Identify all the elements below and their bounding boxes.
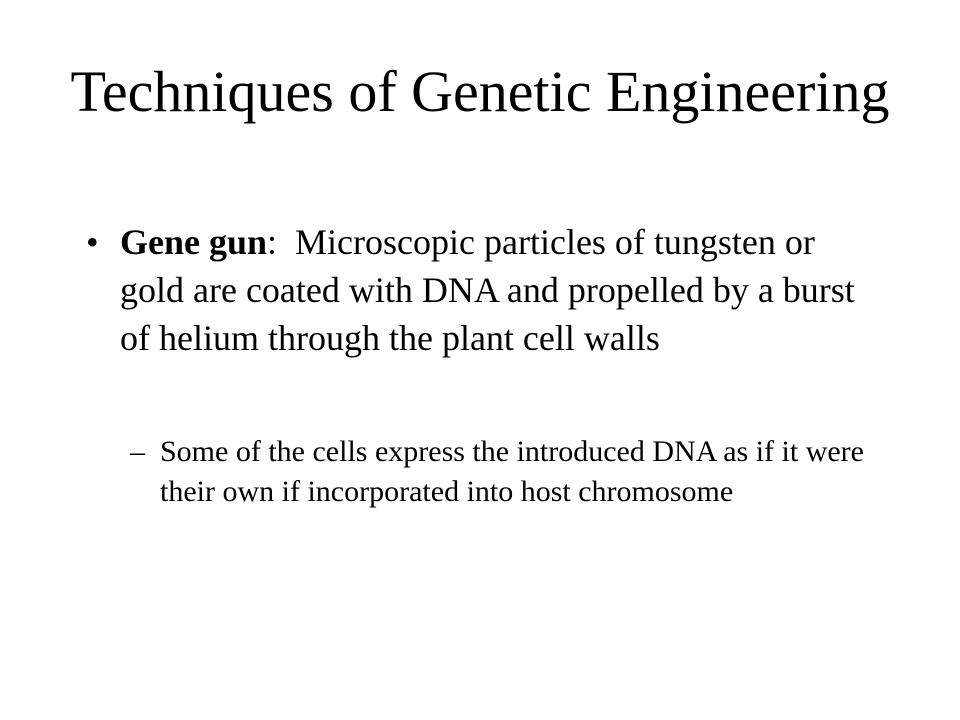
sub-bullet-text: Some of the cells express the introduced DNA as if it were their own if incorporated into host chromosome bbox=[160, 435, 864, 508]
bullet-separator: : bbox=[267, 222, 296, 262]
sub-bullet-marker: – bbox=[130, 435, 145, 468]
bullet-term: Gene gun bbox=[120, 222, 268, 262]
sub-bullet-item bbox=[130, 432, 870, 512]
slide-title: Techniques of Genetic Engineering bbox=[70, 59, 890, 124]
bullet-marker: • bbox=[86, 222, 99, 262]
bullet-item bbox=[86, 218, 866, 362]
bullet-text: Microscopic particles of tungsten or gold are coated with DNA and propelled by a burst of helium through the plant cell walls bbox=[120, 222, 855, 358]
